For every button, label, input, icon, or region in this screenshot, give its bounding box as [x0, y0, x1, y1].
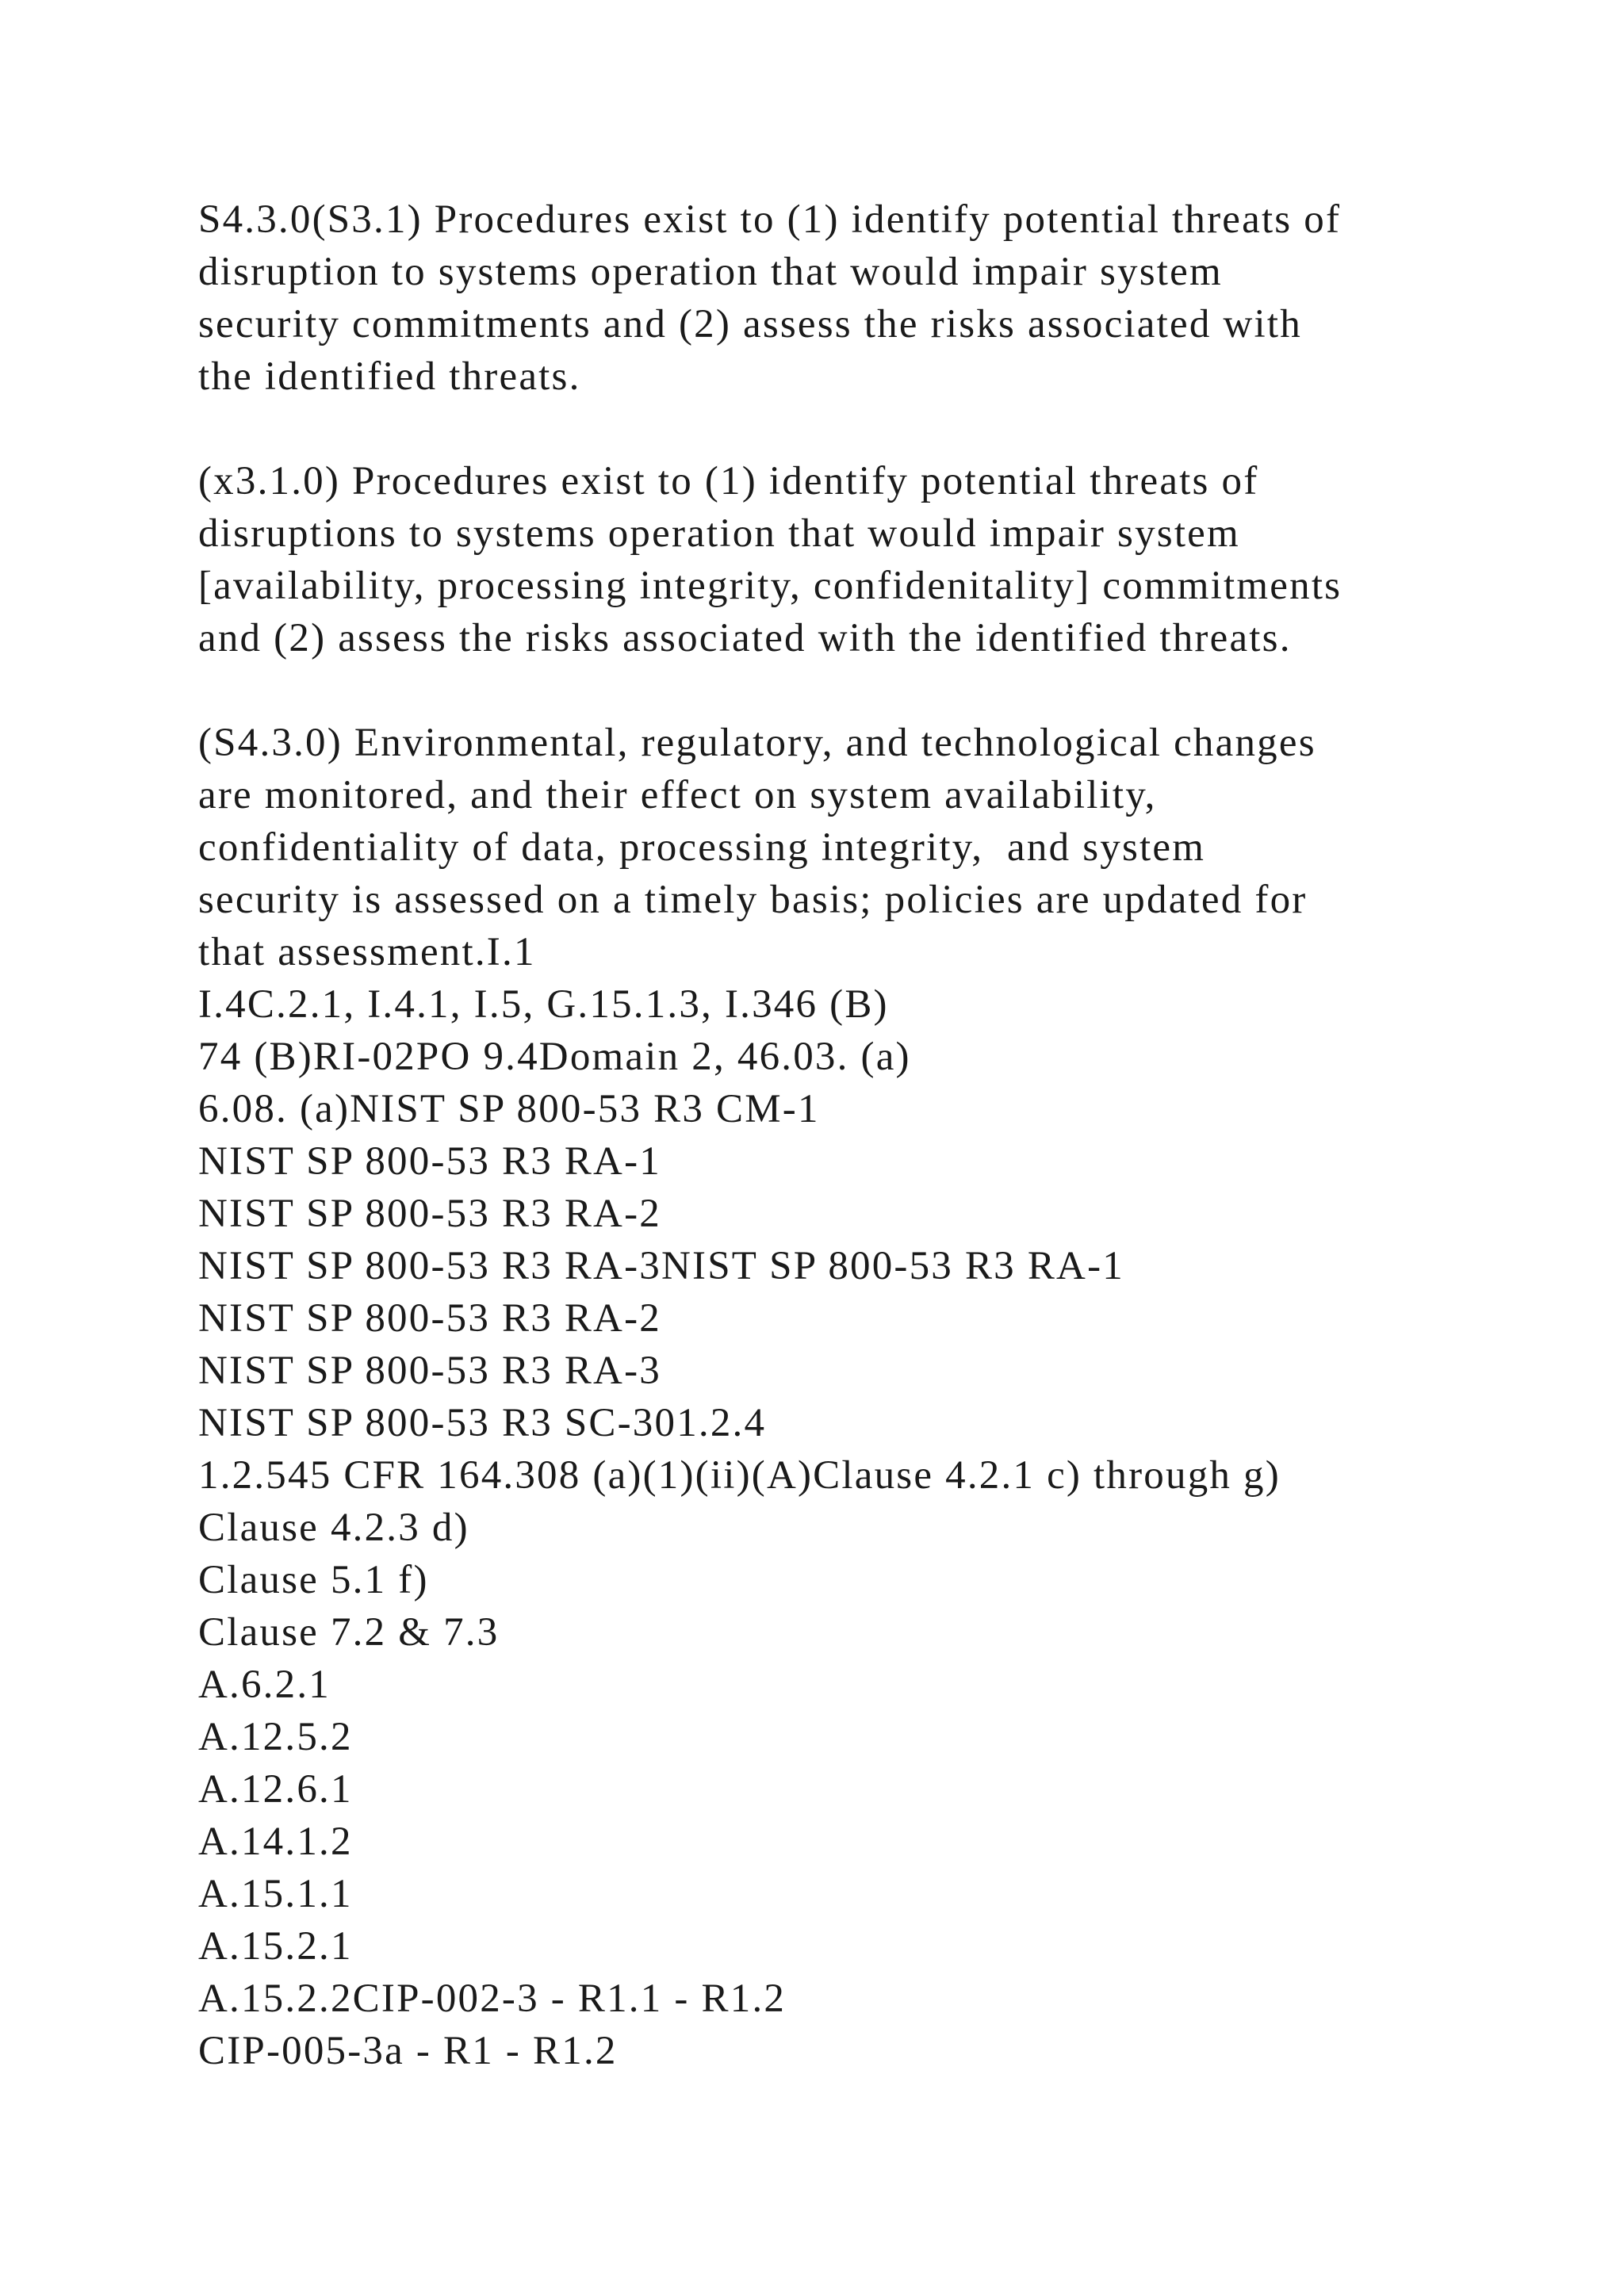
reference-line: A.6.2.1: [198, 1663, 331, 1707]
text-line: (x3.1.0) Procedures exist to (1) identify potential threats of: [198, 459, 1259, 503]
paragraph-spacer: [198, 664, 1546, 717]
paragraph-x3-1-0: [198, 455, 1546, 664]
reference-line: NIST SP 800-53 R3 SC-301.2.4: [198, 1401, 767, 1445]
reference-line: 1.2.545 CFR 164.308 (a)(1)(ii)(A)Clause 4.2.1 c) through g): [198, 1453, 1281, 1498]
reference-line: A.14.1.2: [198, 1820, 353, 1864]
text-line: (S4.3.0) Environmental, regulatory, and technological changes: [198, 721, 1316, 765]
text-line: the identified threats.: [198, 354, 581, 399]
reference-line: NIST SP 800-53 R3 RA-2: [198, 1192, 661, 1236]
reference-line: I.4C.2.1, I.4.1, I.5, G.15.1.3, I.346 (B): [198, 982, 889, 1027]
reference-line: 6.08. (a)NIST SP 800-53 R3 CM-1: [198, 1087, 820, 1131]
reference-line: 74 (B)RI-02PO 9.4Domain 2, 46.03. (a): [198, 1035, 911, 1079]
text-line: [availability, processing integrity, confidenitality] commitments: [198, 564, 1342, 608]
reference-line: NIST SP 800-53 R3 RA-2: [198, 1296, 661, 1341]
reference-line: A.15.1.1: [198, 1872, 353, 1916]
reference-line: NIST SP 800-53 R3 RA-1: [198, 1139, 661, 1184]
paragraph-s4-3-0-references: [198, 717, 1546, 2077]
reference-line: A.12.5.2: [198, 1715, 353, 1759]
text-line: are monitored, and their effect on system availability,: [198, 773, 1157, 817]
text-line: that assessment.I.1: [198, 930, 536, 974]
reference-line: Clause 5.1 f): [198, 1558, 429, 1602]
text-line: disruption to systems operation that would impair system: [198, 250, 1223, 294]
text-line: confidentiality of data, processing integrity, and system: [198, 825, 1206, 870]
reference-line: Clause 7.2 & 7.3: [198, 1610, 500, 1655]
reference-line: A.15.2.1: [198, 1924, 353, 1969]
reference-line: CIP-005-3a - R1 - R1.2: [198, 2029, 618, 2073]
text-line: S4.3.0(S3.1) Procedures exist to (1) identify potential threats of: [198, 197, 1342, 242]
reference-line: A.12.6.1: [198, 1767, 353, 1812]
text-line: security is assessed on a timely basis; policies are updated for: [198, 878, 1308, 922]
paragraph-spacer: [198, 403, 1546, 455]
text-line: security commitments and (2) assess the risks associated with: [198, 302, 1302, 346]
reference-line: A.15.2.2CIP-002-3 - R1.1 - R1.2: [198, 1976, 787, 2021]
text-line: and (2) assess the risks associated with the identified threats.: [198, 616, 1292, 660]
text-line: disruptions to systems operation that would impair system: [198, 511, 1240, 556]
reference-line: NIST SP 800-53 R3 RA-3NIST SP 800-53 R3 RA-1: [198, 1244, 1124, 1288]
reference-line: NIST SP 800-53 R3 RA-3: [198, 1349, 661, 1393]
paragraph-s4-3-0-s3-1: [198, 193, 1546, 403]
document-body: [198, 193, 1546, 2077]
reference-line: Clause 4.2.3 d): [198, 1506, 469, 1550]
